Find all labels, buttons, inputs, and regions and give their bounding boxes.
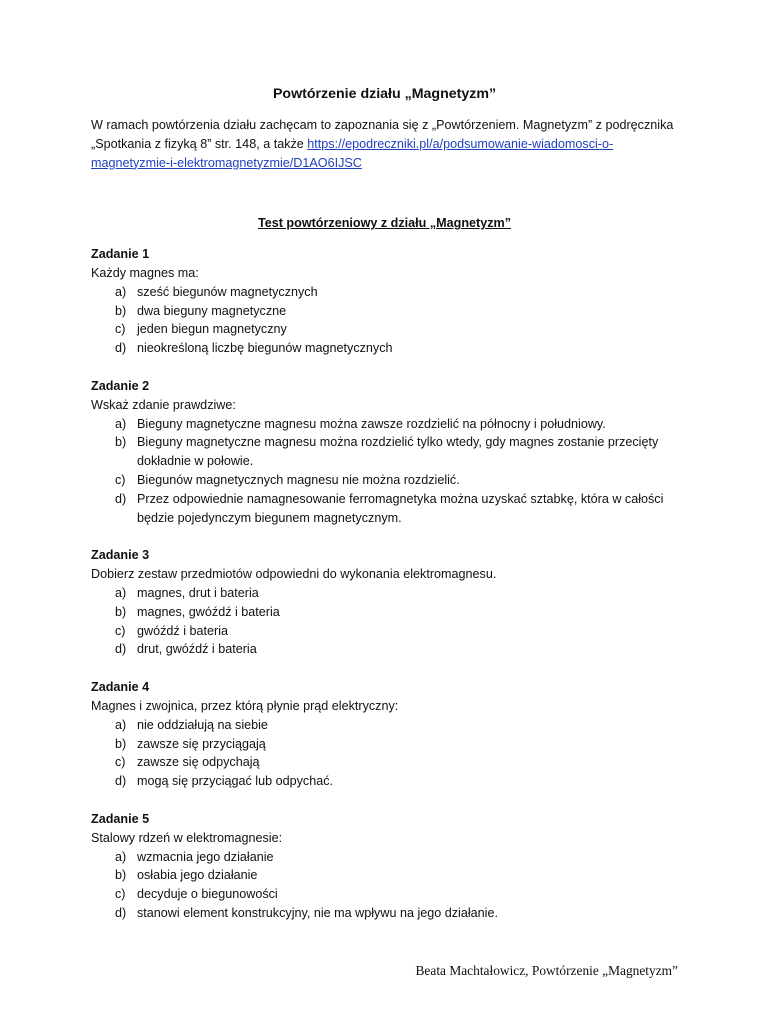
task-4 [91, 678, 678, 791]
answer-options [91, 415, 678, 528]
option-text: osłabia jego działanie [137, 868, 258, 883]
answer-option [91, 603, 678, 622]
answer-option [91, 885, 678, 904]
answer-options [91, 584, 678, 659]
epodreczniki-link[interactable]: https://epodreczniki.pl/a/podsumowanie-wiadomosci-o-magnetyzmie-i-elektromagnetyzmie/D1AO6IJSC [91, 136, 614, 170]
task-question: Magnes i zwojnica, przez którą płynie prąd elektryczny: [91, 698, 399, 713]
option-letter: a) [115, 849, 127, 864]
option-letter: c) [115, 472, 126, 487]
answer-option [91, 716, 678, 735]
answer-option [91, 584, 678, 603]
answer-option [91, 490, 678, 528]
task-question: Każdy magnes ma: [91, 265, 199, 280]
option-text: drut, gwóźdź i bateria [137, 642, 257, 657]
option-letter: b) [115, 435, 127, 450]
answer-options [91, 716, 678, 791]
answer-option [91, 320, 678, 339]
document-title: Powtórzenie działu „Magnetyzm” [272, 86, 497, 102]
task-title: Zadanie 1 [91, 247, 150, 262]
task-question: Wskaż zdanie prawdziwe: [91, 397, 236, 412]
option-text: decyduje o biegunowości [137, 887, 278, 902]
answer-options [91, 283, 678, 358]
page-footer: Beata Machtałowicz, Powtórzenie „Magnetyzm” [415, 963, 678, 978]
option-letter: c) [115, 623, 126, 638]
option-letter: b) [115, 303, 127, 318]
option-letter: d) [115, 774, 127, 789]
answer-options [91, 848, 678, 923]
answer-option [91, 640, 678, 659]
option-letter: a) [115, 585, 127, 600]
option-text: mogą się przyciągać lub odpychać. [137, 774, 334, 789]
option-text: magnes, gwóźdź i bateria [137, 604, 280, 619]
option-text: sześć biegunów magnetycznych [137, 284, 318, 299]
option-letter: d) [115, 491, 127, 506]
option-text: Przez odpowiednie namagnesowanie ferromagnetyka można uzyskać sztabkę, która w całości będzie pojedynczym biegunem magnetycznym. [137, 491, 664, 525]
option-text: wzmacnia jego działanie [137, 849, 274, 864]
option-text: nie oddziałują na siebie [137, 717, 268, 732]
answer-option [91, 283, 678, 302]
answer-option [91, 302, 678, 321]
option-letter: c) [115, 322, 126, 337]
option-text: gwóźdź i bateria [137, 623, 229, 638]
option-letter: b) [115, 604, 127, 619]
answer-option [91, 433, 678, 471]
task-question: Stalowy rdzeń w elektromagnesie: [91, 830, 283, 845]
option-letter: d) [115, 642, 127, 657]
option-text: Biegunów magnetycznych magnesu nie można rozdzielić. [137, 472, 460, 487]
option-letter: c) [115, 887, 126, 902]
option-letter: a) [115, 717, 127, 732]
tasks-list [91, 245, 678, 923]
task-title: Zadanie 4 [91, 680, 150, 695]
task-1 [91, 245, 678, 358]
answer-option [91, 866, 678, 885]
answer-option [91, 339, 678, 358]
task-title: Zadanie 3 [91, 548, 150, 563]
option-text: Bieguny magnetyczne magnesu można rozdzielić tylko wtedy, gdy magnes zostanie przecięty dokładnie w połowie. [137, 435, 659, 469]
answer-option [91, 415, 678, 434]
task-5 [91, 810, 678, 923]
option-text: stanowi element konstrukcyjny, nie ma wpływu na jego działanie. [137, 905, 498, 920]
option-letter: a) [115, 416, 127, 431]
option-letter: c) [115, 755, 126, 770]
option-text: dwa bieguny magnetyczne [137, 303, 287, 318]
answer-option [91, 904, 678, 923]
task-question: Dobierz zestaw przedmiotów odpowiedni do wykonania elektromagnesu. [91, 567, 497, 582]
option-text: zawsze się odpychają [137, 755, 260, 770]
option-text: zawsze się przyciągają [137, 736, 266, 751]
option-letter: b) [115, 736, 127, 751]
option-text: Bieguny magnetyczne magnesu można zawsze rozdzielić na północny i południowy. [137, 416, 606, 431]
answer-option [91, 471, 678, 490]
task-2 [91, 377, 678, 527]
answer-option [91, 772, 678, 791]
test-title: Test powtórzeniowy z działu „Magnetyzm” [257, 216, 512, 231]
option-text: nieokreśloną liczbę biegunów magnetycznych [137, 341, 393, 356]
task-title: Zadanie 5 [91, 811, 150, 826]
task-title: Zadanie 2 [91, 378, 150, 393]
answer-option [91, 735, 678, 754]
option-letter: a) [115, 284, 127, 299]
intro-paragraph [91, 116, 678, 172]
answer-option [91, 848, 678, 867]
option-text: magnes, drut i bateria [137, 585, 259, 600]
option-text: jeden biegun magnetyczny [137, 322, 287, 337]
answer-option [91, 622, 678, 641]
intro-text: W ramach powtórzenia działu zachęcam to zapoznania się z „Powtórzeniem. Magnetyzm” z podręcznika „Spotkania z fizyką 8” str. 148, a także [91, 118, 674, 151]
option-letter: d) [115, 905, 127, 920]
option-letter: b) [115, 868, 127, 883]
option-letter: d) [115, 341, 127, 356]
answer-option [91, 753, 678, 772]
task-3 [91, 546, 678, 659]
